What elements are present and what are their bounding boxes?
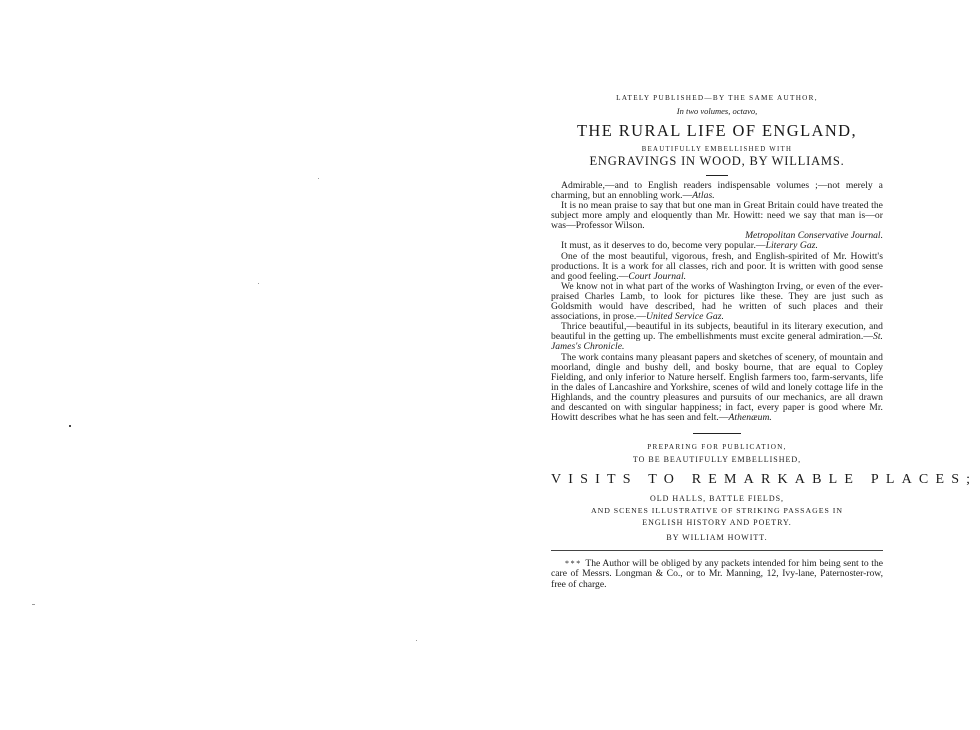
review-literary-gazette: It must, as it deserves to do, become very popular.—Literary Gaz. (561, 240, 818, 252)
review-atlas: Admirable,—and to English readers indispensable volumes ;—not merely a charming, but an ennobling work.—Atlas. (551, 180, 883, 202)
book-title-visits: VISITS TO REMARKABLE PLACES; (551, 472, 978, 488)
volumes-line: In two volumes, octavo, (676, 106, 758, 116)
engravings-line: ENGRAVINGS IN WOOD, BY WILLIAMS. (589, 154, 845, 168)
embellished-line: BEAUTIFULLY EMBELLISHED WITH (641, 146, 793, 153)
divider-rule (551, 550, 883, 551)
speck (318, 178, 319, 179)
halls-line: OLD HALLS, BATTLE FIELDS, (649, 494, 785, 504)
divider-rule (706, 175, 728, 176)
speck (32, 604, 35, 605)
review-united-service: We know not in what part of the works of Washington Irving, or even of the ever-praised Charles Lamb, to look for pictures like these. They are just such as Goldsmith would have described, had he written of such places and their associations, in prose.—United Service Gaz. (551, 280, 883, 323)
review-metropolitan-attribution: Metropolitan Conservative Journal. (745, 230, 883, 242)
scenes-line: AND SCENES ILLUSTRATIVE OF STRIKING PASSAGES IN (590, 506, 844, 516)
author-line: BY WILLIAM HOWITT. (666, 533, 768, 543)
speck (416, 640, 417, 641)
review-st-james: Thrice beautiful,—beautiful in its subjects, beautiful in its literary execution, and beautiful in the getting up. The embellishments must excite general admiration.—St. James's Chronicle. (551, 321, 883, 353)
speck (258, 283, 259, 284)
printed-page (551, 92, 978, 590)
book-title-rural-life: THE RURAL LIFE OF ENGLAND, (576, 121, 858, 140)
lately-published-line: LATELY PUBLISHED—BY THE SAME AUTHOR, (616, 94, 818, 102)
author-notice: * * * The Author will be obliged by any packets intended for him being sent to the care of Messrs. Longman & Co., or to Mr. Manning, 12, Ivy-lane, Paternoster-row, free of charge. (551, 558, 884, 590)
history-line: ENGLISH HISTORY AND POETRY. (642, 518, 792, 528)
preparing-line: PREPARING FOR PUBLICATION, (647, 443, 787, 452)
embellished-line-2: TO BE BEAUTIFULLY EMBELLISHED, (632, 455, 802, 465)
review-athenaeum: The work contains many pleasant papers and sketches of scenery, of mountain and moorland, dingle and bushy dell, and bosky bourne, that are equal to Copley Fielding, and only inferior to Nature herself. English farmers too, farm-servants, life in the dales of Lancashire and Yorkshire, scenes of wild and lonely cottage life in the Highlands, and the country pleasures and pursuits of our mechanics, are all drawn and descanted on with singular happiness; in fact, every paper is good where Mr. Howitt describes what he has seen and felt.—Athenæum. (551, 351, 883, 424)
review-court-journal: One of the most beautiful, vigorous, fresh, and English-spirited of Mr. Howitt's productions. It is a work for all classes, rich and poor. It is written with good sense and good feeling.—Court Journal. (551, 250, 883, 282)
reviews-block (551, 181, 883, 423)
speck (69, 425, 71, 427)
divider-rule (693, 433, 741, 434)
review-metropolitan: It is no mean praise to say that but one man in Great Britain could have treated the subject more amply and eloquently than Mr. Howitt: need we say that man is—or was—Professor Wilson. (551, 200, 883, 232)
